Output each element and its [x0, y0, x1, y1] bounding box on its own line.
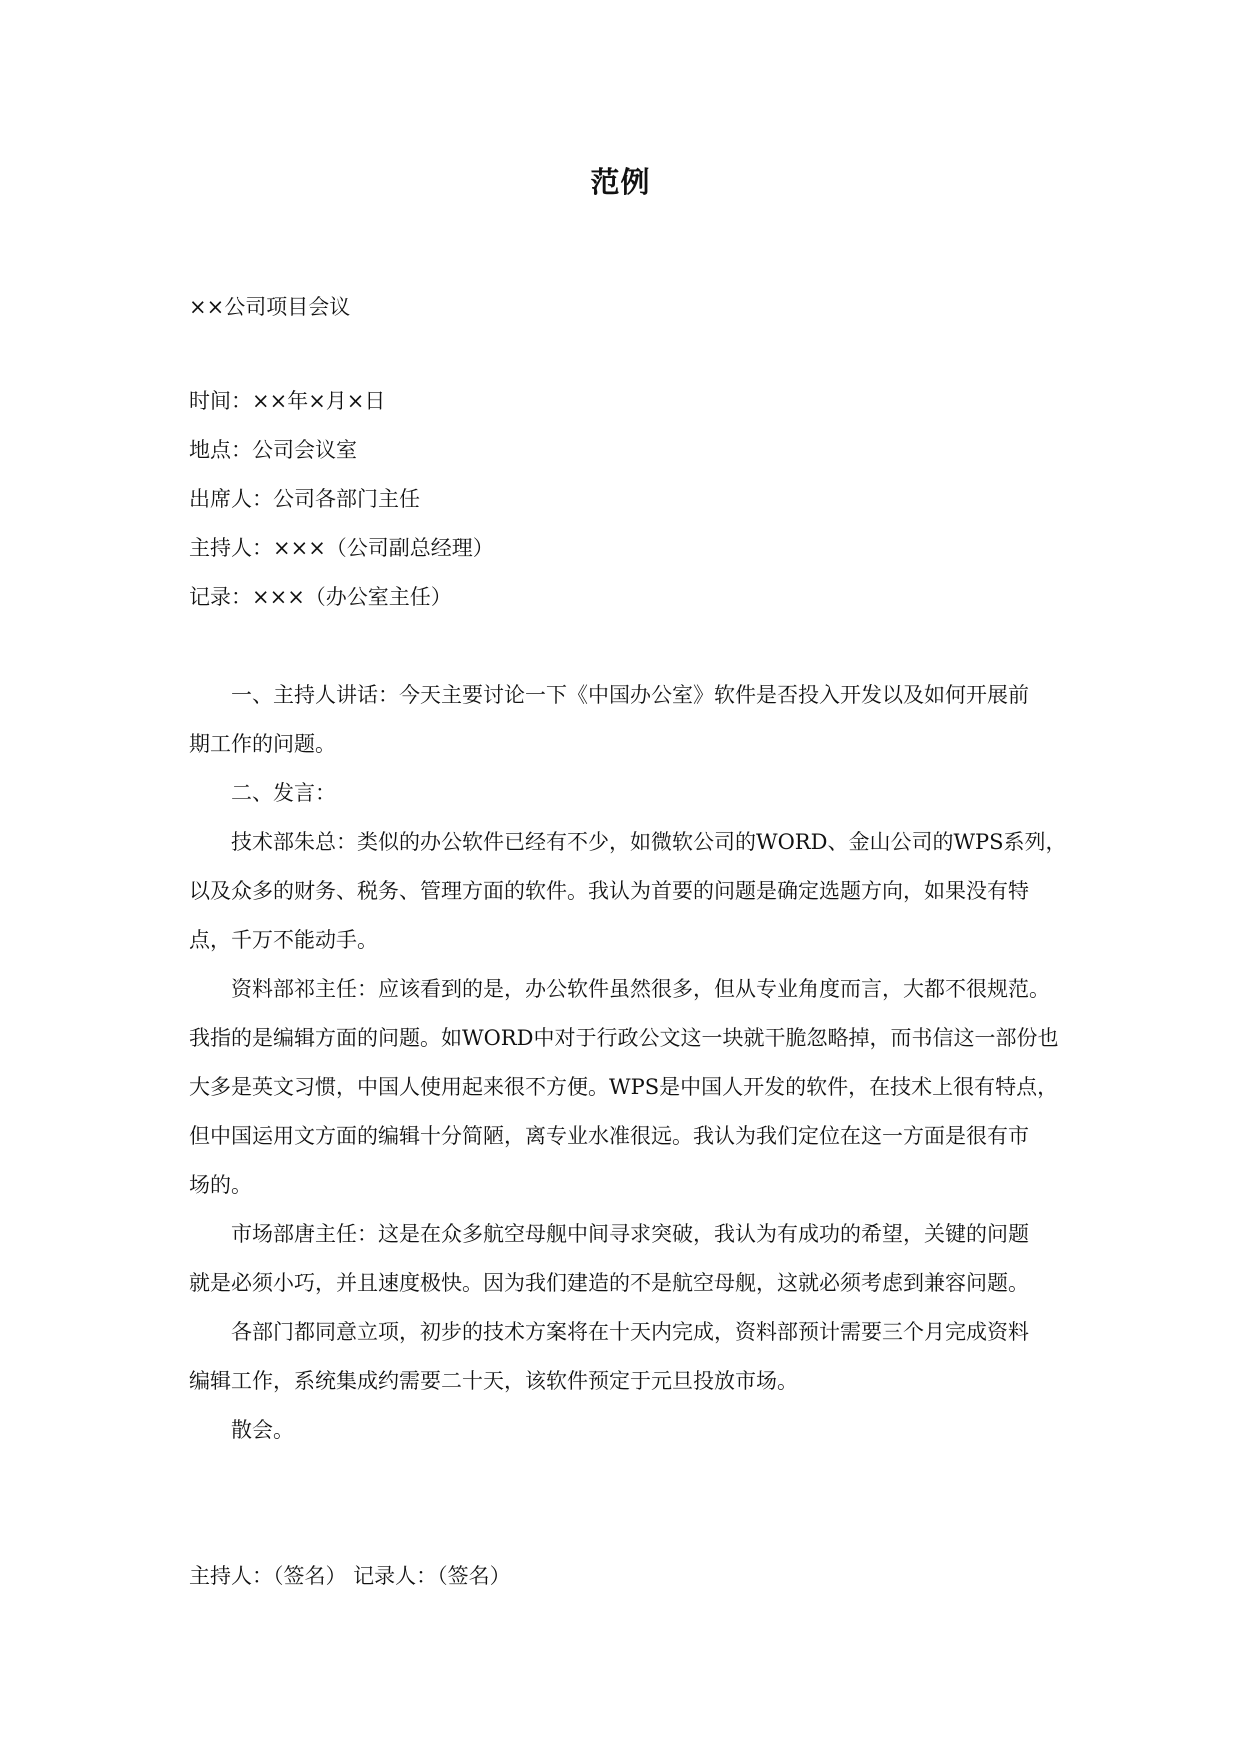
body-line: 二、发言： [231, 781, 336, 805]
meeting-organization [189, 283, 1079, 332]
body-line: 大多是英文习惯，中国人使用起来很不方便。WPS是中国人开发的软件，在技术上很有特点， [189, 1075, 1059, 1099]
meta-time: 时间：××年×月×日 [189, 389, 386, 413]
body-line: 但中国运用文方面的编辑十分简陋，离专业水准很远。我认为我们定位在这一方面是很有市 [189, 1124, 1029, 1148]
meeting-minutes-body [189, 671, 1079, 1455]
body-line: 散会。 [231, 1418, 294, 1442]
signature-text: 主持人：（签名） 记录人：（签名） [189, 1564, 511, 1588]
document-title: 范例 [590, 165, 651, 199]
meta-recorder: 记录：×××（办公室主任） [189, 585, 452, 609]
body-line: 技术部朱总：类似的办公软件已经有不少，如微软公司的WORD、金山公司的WPS系列， [231, 830, 1067, 854]
signature-line [189, 1552, 1079, 1601]
body-line: 我指的是编辑方面的问题。如WORD中对于行政公文这一块就干脆忽略掉，而书信这一部份也 [189, 1026, 1059, 1050]
body-line: 各部门都同意立项，初步的技术方案将在十天内完成，资料部预计需要三个月完成资料 [231, 1320, 1029, 1344]
meta-host: 主持人：×××（公司副总经理） [189, 536, 494, 560]
body-line: 点，千万不能动手。 [189, 928, 378, 952]
body-line: 编辑工作，系统集成约需要二十天，该软件预定于元旦投放市场。 [189, 1369, 798, 1393]
body-line: 场的。 [189, 1173, 252, 1197]
meta-location: 地点：公司会议室 [189, 438, 357, 462]
organization-line: ××公司项目会议 [189, 295, 351, 319]
body-line: 期工作的问题。 [189, 732, 336, 756]
meta-attendees: 出席人：公司各部门主任 [189, 487, 420, 511]
meeting-meta [189, 377, 1079, 622]
body-line: 资料部祁主任：应该看到的是，办公软件虽然很多，但从专业角度而言，大都不很规范。 [231, 977, 1050, 1001]
body-line: 市场部唐主任：这是在众多航空母舰中间寻求突破，我认为有成功的希望，关键的问题 [231, 1222, 1029, 1246]
body-line: 就是必须小巧，并且速度极快。因为我们建造的不是航空母舰，这就必须考虑到兼容问题。 [189, 1271, 1029, 1295]
body-line: 以及众多的财务、税务、管理方面的软件。我认为首要的问题是确定选题方向，如果没有特 [189, 879, 1029, 903]
body-line: 一、主持人讲话：今天主要讨论一下《中国办公室》软件是否投入开发以及如何开展前 [231, 683, 1029, 707]
